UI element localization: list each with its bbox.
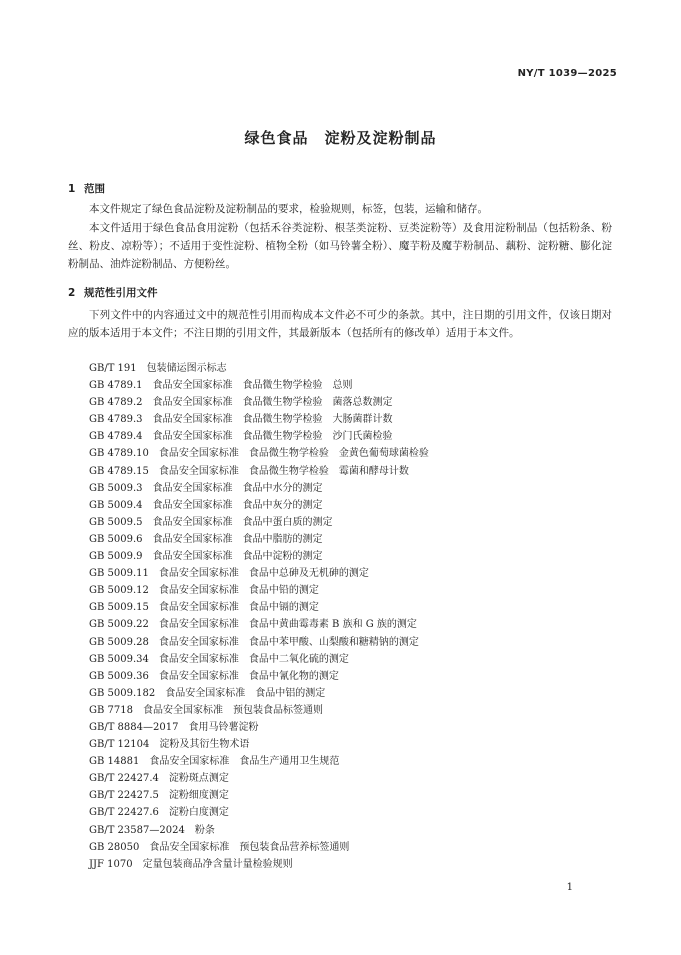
reference-title: 淀粉及其衍生物术语 [159,739,250,751]
references-intro-paragraph: 下列文件中的内容通过文中的规范性引用而构成本文件必不可少的条款。其中，注日期的引用文件，仅该日期对应的版本适用于本文件；不注日期的引用文件，其最新版本（包括所有的修改单）适用于本文件。 [68,309,612,339]
section-heading-normative-references [68,285,158,300]
reference-title: 食品安全国家标准 食品微生物学检验 总则 [152,380,353,392]
reference-code: GB 5009.5 [89,516,143,528]
reference-code: GB/T 22427.5 [89,790,159,802]
reference-item [89,394,429,411]
reference-code: GB/T 23587—2024 [89,824,185,836]
reference-item [89,582,429,599]
reference-item [89,480,429,497]
reference-title: 淀粉斑点测定 [168,773,229,785]
reference-code: GB 14881 [89,756,140,768]
reference-title: 食品安全国家标准 食品中镉的测定 [158,602,319,614]
reference-code: GB 5009.22 [89,619,149,631]
scope-paragraph-2: 本文件适用于绿色食品食用淀粉（包括禾谷类淀粉、根茎类淀粉、豆类淀粉等）及食用淀粉制品（包括粉条、粉丝、粉皮、凉粉等）；不适用于变性淀粉、植物全粉（如马铃薯全粉）、魔芋粉及魔芋粉制品、藕粉、淀粉糖、膨化淀粉制品、油炸淀粉制品、方便粉丝。 [68,222,612,270]
reference-code: GB/T 12104 [89,739,150,751]
reference-item [89,548,429,565]
reference-code: GB/T 191 [89,363,137,374]
reference-code: GB 28050 [89,841,140,853]
reference-item [89,736,429,753]
reference-title: 食品安全国家标准 食品中氰化物的测定 [158,670,339,682]
reference-code: GB 5009.34 [89,653,149,665]
reference-title: 淀粉细度测定 [168,790,229,802]
reference-title: 包装储运图示标志 [146,363,227,374]
reference-item [89,702,429,719]
reference-item [89,428,429,445]
reference-title: 食品安全国家标准 食品微生物学检验 菌落总数测定 [152,397,393,409]
title-part-2: 淀粉及淀粉制品 [324,129,437,147]
reference-code: GB 5009.11 [89,568,149,580]
reference-title: 食品安全国家标准 食品中总砷及无机砷的测定 [158,568,369,580]
reference-item [89,565,429,582]
reference-title: 食品安全国家标准 食品中灰分的测定 [152,499,323,511]
reference-code: GB 5009.4 [89,499,143,511]
reference-item [89,514,429,531]
reference-title: 食品安全国家标准 食品中黄曲霉毒素 B 族和 G 族的测定 [158,619,417,631]
reference-code: GB 4789.10 [89,448,149,460]
reference-title: 食品安全国家标准 食品中二氧化硫的测定 [158,653,349,665]
reference-title: 食品安全国家标准 食品生产通用卫生规范 [149,756,340,768]
reference-title: 淀粉白度测定 [168,807,229,819]
reference-code: GB/T 8884—2017 [89,721,179,733]
reference-code: GB 5009.3 [89,482,143,494]
reference-code: GB 5009.6 [89,533,143,545]
reference-item [89,411,429,428]
reference-item [89,685,429,702]
reference-title: 定量包装商品净含量计量检验规则 [142,858,293,870]
reference-title: 食品安全国家标准 食品微生物学检验 金黄色葡萄球菌检验 [158,448,429,460]
reference-item [89,787,429,804]
section-title: 范围 [84,183,105,195]
reference-title: 食品安全国家标准 食品微生物学检验 大肠菌群计数 [152,414,393,426]
reference-item [89,856,429,873]
section-title: 规范性引用文件 [84,287,158,299]
section-number: 2 [68,287,76,299]
page-number: 1 [566,882,573,893]
reference-title: 食品安全国家标准 食品中铝的测定 [165,687,326,699]
reference-item [89,360,429,377]
reference-code: GB 5009.15 [89,602,149,614]
scope-paragraph-1: 本文件规定了绿色食品淀粉及淀粉制品的要求，检验规则，标签，包装，运输和储存。 [89,203,488,215]
reference-title: 食品安全国家标准 预包装食品标签通则 [142,704,323,716]
reference-item [89,463,429,480]
reference-title: 食品安全国家标准 食品中水分的测定 [152,482,323,494]
reference-title: 食品安全国家标准 预包装食品营养标签通则 [149,841,350,853]
section-number: 1 [68,183,76,195]
reference-item [89,804,429,821]
reference-title: 食用马铃薯淀粉 [188,721,259,733]
reference-list [89,360,429,873]
reference-item [89,531,429,548]
reference-title: 粉条 [194,824,215,836]
reference-code: GB 5009.9 [89,551,143,563]
reference-code: JJF 1070 [89,858,133,870]
reference-code: GB 4789.1 [89,380,143,392]
title-part-1: 绿色食品 [244,129,309,147]
reference-item [89,822,429,839]
reference-code: GB 5009.28 [89,636,149,648]
reference-item [89,839,429,856]
document-code: NY/T 1039—2025 [517,68,617,79]
reference-item [89,753,429,770]
reference-code: GB 4789.4 [89,431,143,443]
section-heading-scope [68,181,105,196]
reference-code: GB/T 22427.6 [89,807,159,819]
reference-code: GB 5009.36 [89,670,149,682]
document-title [0,127,681,148]
reference-title: 食品安全国家标准 食品中苯甲酸、山梨酸和糖精钠的测定 [158,636,419,648]
reference-title: 食品安全国家标准 食品中铅的测定 [158,585,319,597]
reference-title: 食品安全国家标准 食品中脂肪的测定 [152,533,323,545]
reference-item [89,377,429,394]
reference-title: 食品安全国家标准 食品微生物学检验 沙门氏菌检验 [152,431,393,443]
reference-code: GB 7718 [89,704,133,716]
reference-item [89,651,429,668]
reference-item [89,634,429,651]
reference-code: GB 4789.2 [89,397,143,409]
reference-title: 食品安全国家标准 食品微生物学检验 霉菌和酵母计数 [158,465,409,477]
reference-code: GB 5009.12 [89,585,149,597]
reference-item [89,445,429,462]
reference-item [89,770,429,787]
reference-title: 食品安全国家标准 食品中淀粉的测定 [152,551,323,563]
reference-code: GB 4789.15 [89,465,149,477]
reference-code: GB/T 22427.4 [89,773,159,785]
reference-item [89,668,429,685]
reference-code: GB 4789.3 [89,414,143,426]
reference-item [89,497,429,514]
reference-title: 食品安全国家标准 食品中蛋白质的测定 [152,516,333,528]
reference-item [89,616,429,633]
reference-item [89,599,429,616]
reference-code: GB 5009.182 [89,687,156,699]
reference-item [89,719,429,736]
